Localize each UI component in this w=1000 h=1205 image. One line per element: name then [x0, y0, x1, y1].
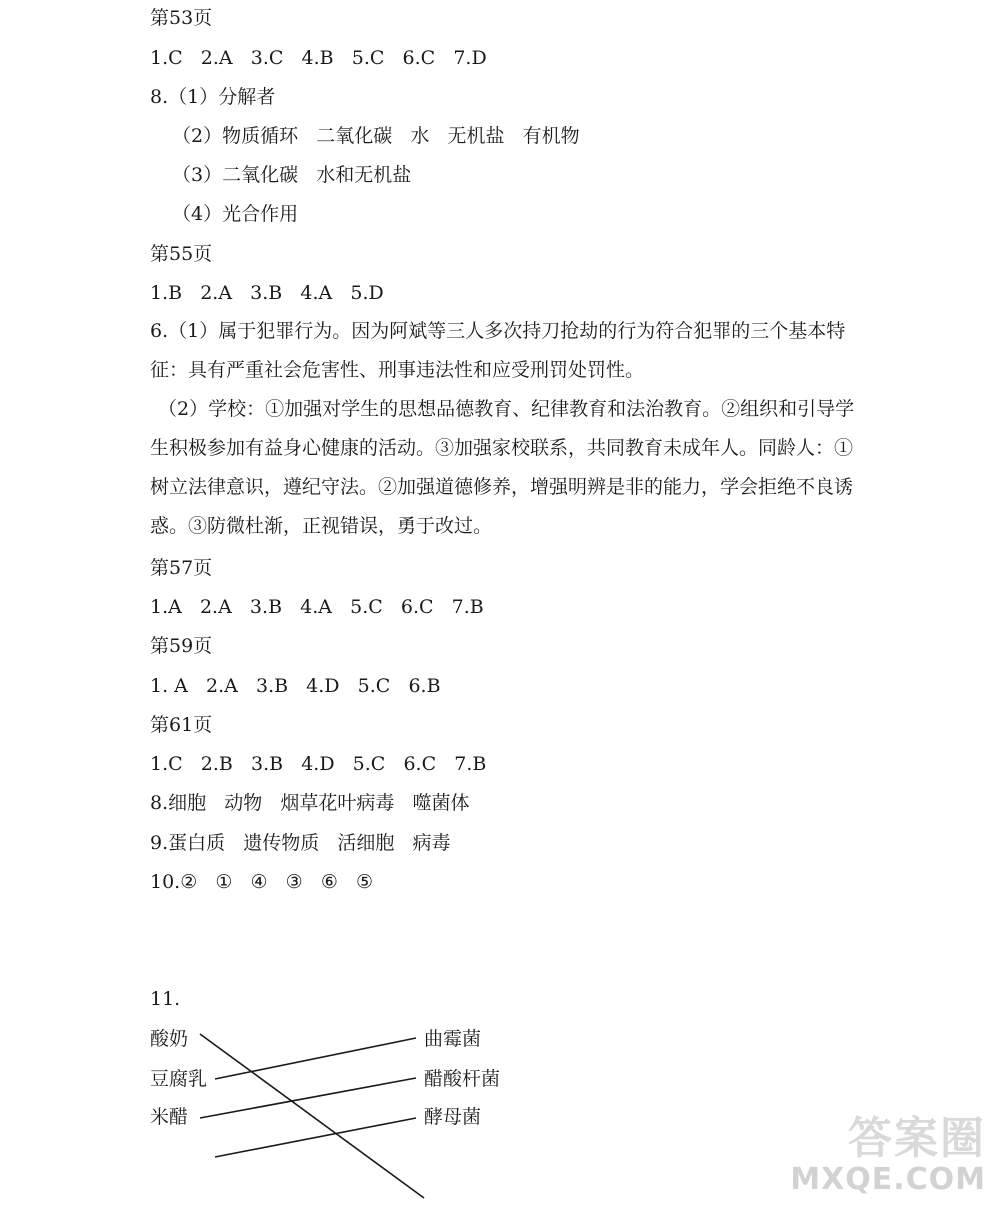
p53-q8-part4: （4）光合作用	[172, 203, 299, 225]
watermark-logo-text: 答案圈	[848, 1113, 986, 1164]
section-heading-p59: 第59页	[150, 635, 213, 657]
p61-q8: 8.细胞 动物 烟草花叶病毒 噬菌体	[150, 792, 470, 814]
match-line-extra	[215, 1118, 416, 1157]
watermark-url: MXQE.COM	[790, 1162, 986, 1197]
p61-q10: 10.② ① ④ ③ ⑥ ⑤	[150, 871, 374, 893]
p53-multiple-choice: 1.C 2.A 3.C 4.B 5.C 6.C 7.D	[150, 47, 487, 69]
p55-q6-part2: （2）学校：①加强对学生的思想品德教育、纪律教育和法治教育。②组织和引导学生积极参加有益身心健康的活动。③加强家校联系，共同教育未成年人。同龄人：①树立法律意识，遵纪守法。②加强道德修养，增强明辨是非的能力，学会拒绝不良诱惑。③防微杜渐，正视错误，勇于改过。	[150, 398, 855, 537]
section-heading-p53: 第53页	[150, 7, 213, 29]
p55-q6-part1: 6.（1）属于犯罪行为。因为阿斌等三人多次持刀抢劫的行为符合犯罪的三个基本特征：具有严重社会危害性、刑事违法性和应受刑罚处罚性。	[150, 320, 846, 381]
match-line-rice-vinegar	[200, 1078, 416, 1118]
section-heading-p57: 第57页	[150, 557, 213, 579]
p53-q8-part1: 8.（1）分解者	[150, 86, 276, 108]
p55-multiple-choice: 1.B 2.A 3.B 4.A 5.D	[150, 282, 384, 304]
p61-q11-label: 11.	[150, 988, 181, 1010]
section-heading-p61: 第61页	[150, 714, 213, 736]
p57-multiple-choice: 1.A 2.A 3.B 4.A 5.C 6.C 7.B	[150, 596, 484, 618]
match-left-item-rice-vinegar: 米醋	[150, 1106, 189, 1128]
match-left-item-fermented-tofu: 豆腐乳	[150, 1068, 208, 1090]
section-heading-p55: 第55页	[150, 243, 213, 265]
match-right-item-aspergillus: 曲霉菌	[424, 1028, 482, 1050]
p53-q8-part3: （3）二氧化碳 水和无机盐	[172, 164, 412, 186]
site-watermark	[790, 1115, 986, 1197]
p59-multiple-choice: 1. A 2.A 3.B 4.D 5.C 6.B	[150, 675, 441, 697]
p53-q8-part2: （2）物质循环 二氧化碳 水 无机盐 有机物	[172, 125, 580, 147]
match-right-item-yeast: 酵母菌	[424, 1106, 482, 1128]
match-right-item-acetobacter: 醋酸杆菌	[424, 1068, 501, 1090]
p61-multiple-choice: 1.C 2.B 3.B 4.D 5.C 6.C 7.B	[150, 753, 487, 775]
match-left-item-yogurt: 酸奶	[150, 1028, 189, 1050]
match-line-fermented-tofu	[215, 1038, 416, 1079]
p61-q9: 9.蛋白质 遗传物质 活细胞 病毒	[150, 832, 451, 854]
